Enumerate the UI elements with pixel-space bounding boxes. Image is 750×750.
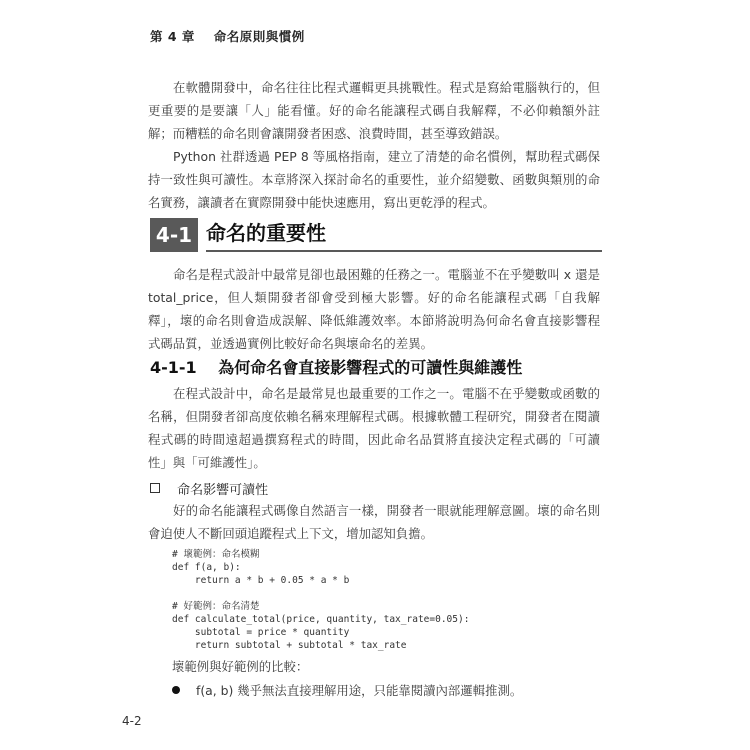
code-line: # 壞範例：命名模糊 — [172, 549, 260, 560]
subsection-paragraph: 在程式設計中，命名是最常見也最重要的工作之一。電腦不在乎變數或函數的名稱，但開發者卻高度依賴名稱來理解程式碼。根據軟體工程研究，開發者在閱讀程式碼的時間遠超過撰寫程式的時間，因此命名品質將直接決定程式碼的「可讀性」與「可維護性」。 — [148, 386, 600, 470]
section-paragraph: 命名是程式設計中最常見卻也最困難的任務之一。電腦並不在乎變數叫 x 還是 total_price，但人類開發者卻會受到極大影響。好的命名能讓程式碼「自我解釋」，壞的命名則會造成誤解、降低維護效率。本節將說明為何命名會直接影響程式碼品質，並透過實例比較好命名與壞命名的差異。 — [148, 267, 600, 351]
section-title: 命名的重要性 — [206, 221, 326, 245]
bullet-item — [172, 681, 522, 699]
chapter-title: 命名原則與慣例 — [213, 29, 305, 44]
code-line: return subtotal + subtotal * tax_rate — [172, 640, 407, 651]
code-line: subtotal = price * quantity — [172, 627, 350, 638]
checkbox-icon — [150, 483, 160, 493]
section-number: 4-1 — [150, 218, 198, 252]
topic-paragraph: 好的命名能讓程式碼像自然語言一樣，開發者一眼就能理解意圖。壞的命名則會迫使人不斷回頭追蹤程式上下文，增加認知負擔。 — [148, 503, 600, 541]
page-number: 4-2 — [122, 714, 142, 728]
code-line: return a * b + 0.05 * a * b — [172, 575, 350, 586]
topic-heading — [150, 479, 268, 498]
code-line: # 好範例：命名清楚 — [172, 601, 260, 612]
section-heading — [150, 218, 602, 252]
chapter-header — [150, 27, 305, 45]
intro-paragraph-1: 在軟體開發中，命名往往比程式邏輯更具挑戰性。程式是寫給電腦執行的，但更重要的是要讓「人」能看懂。好的命名能讓程式碼自我解釋，不必仰賴額外註解；而糟糕的命名則會讓開發者困惑、浪費時間，甚至導致錯誤。 — [148, 80, 600, 141]
topic-heading-text: 命名影響可讀性 — [177, 483, 269, 498]
code-line: def calculate_total(price, quantity, tax_rate=0.05): — [172, 614, 470, 625]
code-line: def f(a, b): — [172, 562, 241, 573]
section-rule — [206, 250, 602, 252]
intro-paragraph-2: Python 社群透過 PEP 8 等風格指南，建立了清楚的命名慣例，幫助程式碼保持一致性與可讀性。本章將深入探討命名的重要性，並介紹變數、函數與類別的命名實務，讓讀者在實際開發中能快速應用，寫出更乾淨的程式。 — [148, 149, 600, 210]
bullet-dot-icon — [172, 686, 180, 694]
code-block — [172, 548, 469, 652]
subsection-heading — [150, 355, 522, 378]
subsection-number: 4-1-1 — [150, 358, 197, 377]
subsection-title: 為何命名會直接影響程式的可讀性與維護性 — [218, 358, 523, 377]
chapter-number: 第 4 章 — [150, 29, 195, 44]
code-line — [172, 587, 469, 600]
bullet-text: f(a, b) 幾乎無法直接理解用途，只能靠閱讀內部邏輯推測。 — [195, 683, 523, 698]
comparison-label: 壞範例與好範例的比較： — [172, 659, 309, 674]
